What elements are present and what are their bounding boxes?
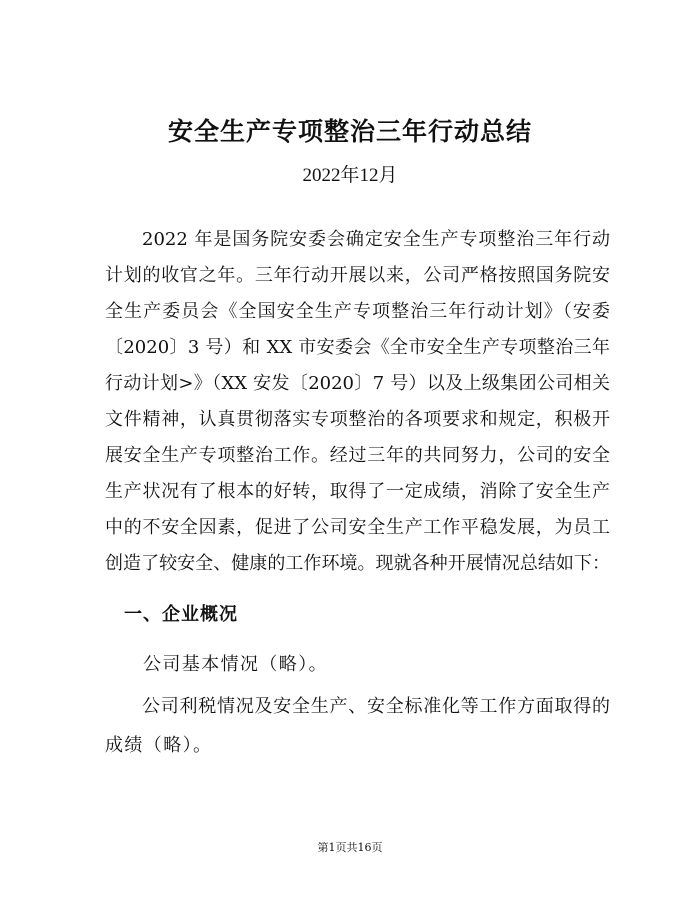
company-basic-info: 公司基本情况（略）。	[143, 654, 328, 675]
paragraph-line: 展安全生产专项整治工作。经过三年的共同努力，公司的安全	[105, 445, 610, 466]
paragraph-line: 全生产委员会《全国安全生产专项整治三年行动计划》（安委	[105, 301, 610, 322]
paragraph-line: 行动计划>》（XX 安发〔2020〕7 号）以及上级集团公司相关	[105, 373, 610, 394]
paragraph-line: 成绩（略）。	[105, 735, 213, 756]
paragraph-line: 中的不安全因素，促进了公司安全生产工作平稳发展，为员工	[105, 517, 610, 538]
section-heading: 一、企业概况	[124, 604, 238, 625]
document-date: 2022年12月	[302, 165, 398, 186]
paragraph-line: 公司利税情况及安全生产、安全标准化等工作方面取得的	[142, 696, 610, 717]
paragraph-line: 创造了较安全、健康的工作环境。现就各种开展情况总结如下：	[105, 553, 610, 574]
paragraph-line: 〔2020〕3 号）和 XX 市安委会《全市安全生产专项整治三年	[105, 337, 610, 358]
paragraph-line: 文件精神，认真贯彻落实专项整治的各项要求和规定，积极开	[105, 409, 610, 430]
paragraph-line: 生产状况有了根本的好转，取得了一定成绩，消除了安全生产	[105, 481, 610, 502]
page-number: 第1页共16页	[317, 841, 383, 854]
paragraph-line: 计划的收官之年。三年行动开展以来，公司严格按照国务院安	[105, 265, 610, 286]
document-title: 安全生产专项整治三年行动总结	[167, 117, 532, 146]
paragraph-line: 2022 年是国务院安委会确定安全生产专项整治三年行动	[142, 229, 610, 250]
